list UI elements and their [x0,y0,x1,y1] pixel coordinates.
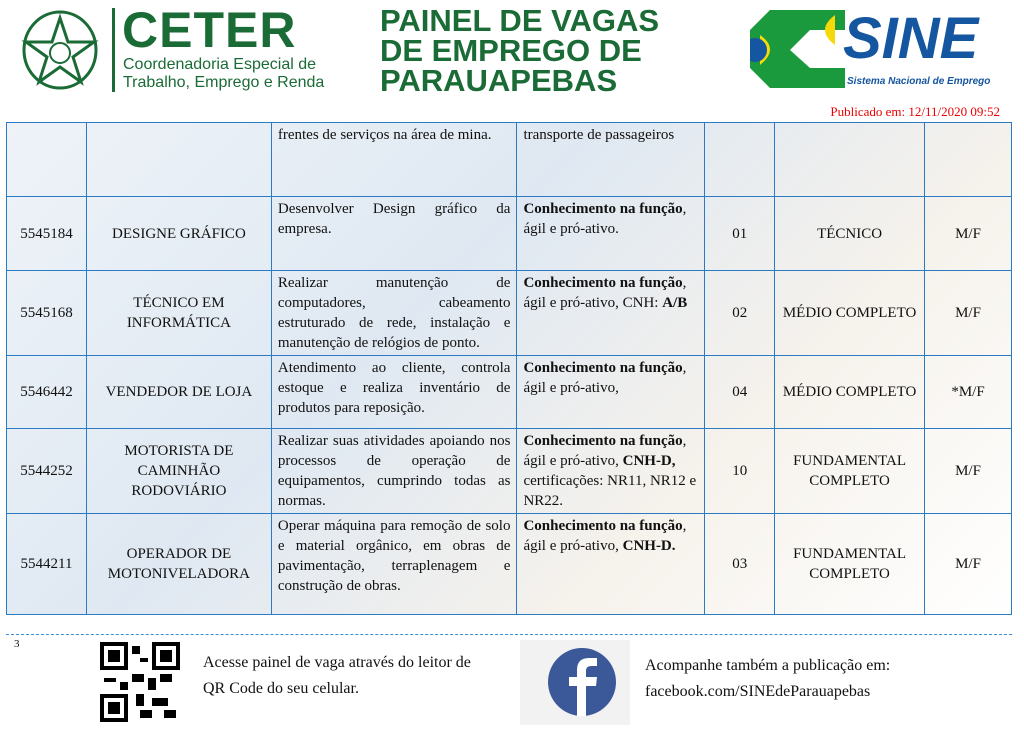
qr-line1: Acesse painel de vaga através do leitor de [203,654,471,671]
job-sex-text: M/F [955,225,981,242]
footer-divider [6,634,1012,635]
job-code [7,514,87,615]
title-line1: PAINEL DE VAGAS [380,3,660,38]
job-sex-text: M/F [955,556,981,572]
job-title [86,271,271,356]
job-description-text: frentes de serviços na área de mina. [277,127,492,143]
job-quantity-text: 01 [732,225,748,242]
job-description [271,197,517,271]
page-number: 3 [14,638,20,650]
state-crest-logo [14,8,106,92]
job-code [7,429,87,514]
job-requirements [517,356,705,429]
job-sex-text: M/F [955,305,981,321]
facebook-info [645,653,890,705]
page-title [380,3,720,98]
job-education [775,514,925,615]
job-requirements [517,514,705,615]
table-row [7,429,1012,514]
job-quantity [705,123,775,197]
job-title [86,123,271,197]
job-sex [925,197,1012,271]
facebook-icon[interactable] [520,640,630,725]
qr-instructions [203,650,471,702]
job-description-text: Realizar manutenção de computadores, cabeamento estruturado de rede, instalação e manutenção de relógios de ponto. [277,275,511,351]
published-date: Publicado em: 12/11/2020 09:52 [830,104,1000,119]
job-code-text: 5545184 [20,225,73,242]
job-code [7,271,87,356]
facebook-logo-box [520,640,630,725]
requirement-text: , ágil e pró-ativo, [523,518,687,554]
requirement-bold: Conhecimento na função [523,275,683,291]
job-code [7,356,87,429]
job-title [86,197,271,271]
qr-line2: QR Code do seu celular. [203,680,359,697]
job-quantity [705,514,775,615]
ceter-subtitle [123,56,324,92]
qr-code[interactable] [100,642,180,722]
table-row [7,356,1012,429]
header [0,0,1024,122]
job-quantity [705,356,775,429]
job-sex-text: *M/F [951,384,985,400]
job-requirements [517,123,705,197]
job-quantity-text: 02 [732,305,748,321]
job-education-text: TÉCNICO [817,225,883,242]
facebook-link[interactable]: facebook.com/SINEdeParauapebas [645,683,871,700]
job-education [775,271,925,356]
title-line3: PARAUAPEBAS [380,63,618,98]
job-quantity [705,197,775,271]
job-education [775,429,925,514]
job-sex [925,429,1012,514]
job-sex-text: M/F [955,463,981,479]
requirement-bold: Conhecimento na função [523,518,683,534]
job-education-text: FUNDAMENTAL COMPLETO [793,546,907,582]
requirement-text: , ágil e pró-ativo, CNH: [523,275,687,311]
ceter-sub-line1: Coordenadoria Especial de [123,56,317,73]
job-code-text: 5546442 [20,384,73,400]
job-description [271,123,517,197]
job-requirements [517,197,705,271]
job-education-text: FUNDAMENTAL COMPLETO [793,453,907,489]
job-education-text: MÉDIO COMPLETO [782,305,917,321]
requirement-bold: Conhecimento na função [523,360,683,376]
table-row [7,271,1012,356]
job-code [7,197,87,271]
job-code [7,123,87,197]
job-title [86,429,271,514]
job-description [271,271,517,356]
table-row [7,514,1012,615]
requirement-text: , ágil e pró-ativo, [523,433,687,469]
requirement-bold: Conhecimento na função [523,433,683,449]
job-title-text: MOTORISTA DE CAMINHÃO RODOVIÁRIO [124,443,234,499]
ceter-sub-line2: Trabalho, Emprego e Renda [123,74,325,91]
requirement-bold-2: A/B [662,295,688,311]
job-description [271,514,517,615]
job-title-text: DESIGNE GRÁFICO [112,225,246,242]
job-description-text: Operar máquina para remoção de solo e material orgânico, em obras de pavimentação, terraplenagem e construção de obras. [277,518,511,594]
job-sex [925,271,1012,356]
job-sex [925,123,1012,197]
job-sex [925,356,1012,429]
sine-flag-logo [750,10,845,88]
job-quantity-text: 03 [732,556,748,572]
ceter-logo-text: CETER [122,2,297,58]
job-description [271,356,517,429]
job-education-text: MÉDIO COMPLETO [782,384,917,400]
job-table [6,122,1012,615]
requirement-bold-2: CNH-D. [622,538,676,554]
job-description [271,429,517,514]
job-code-text: 5545168 [20,305,73,321]
job-description-text: Desenvolver Design gráfico da empresa. [277,201,511,237]
job-education [775,123,925,197]
job-sex [925,514,1012,615]
requirement-tail: certificações: NR11, NR12 e NR22. [523,473,697,509]
job-quantity [705,429,775,514]
table-row [7,197,1012,271]
requirement-bold: Conhecimento na função [523,201,683,217]
job-code-text: 5544252 [20,463,73,479]
job-title [86,514,271,615]
job-description-text: Atendimento ao cliente, controla estoque e realiza inventário de produtos para reposição. [277,360,511,416]
sine-subtitle: Sistema Nacional de Emprego [847,76,991,87]
table-row [7,123,1012,197]
job-education [775,356,925,429]
job-title-text: TÉCNICO EM INFORMÁTICA [126,295,231,331]
job-quantity [705,271,775,356]
title-line2: DE EMPREGO DE [380,33,642,68]
job-requirements [517,429,705,514]
requirement-bold-2: CNH-D, [622,453,676,469]
job-education [775,197,925,271]
requirement-text: , ágil e pró-ativo, [523,360,687,396]
job-requirements [517,271,705,356]
fb-line1: Acompanhe também a publicação em: [645,657,891,674]
job-title [86,356,271,429]
job-description-text: Realizar suas atividades apoiando nos processos de operação de equipamentos, cumprindo todas as normas. [277,433,511,509]
requirement-text: transporte de passageiros [523,127,675,143]
requirement-text: , ágil e pró-ativo. [523,201,687,237]
job-quantity-text: 04 [732,384,748,400]
job-code-text: 5544211 [20,556,73,572]
sine-logo-text: SINE [843,6,979,71]
divider [112,8,115,92]
job-title-text: VENDEDOR DE LOJA [105,384,253,400]
job-quantity-text: 10 [732,463,748,479]
job-title-text: OPERADOR DE MOTONIVELADORA [107,546,251,582]
